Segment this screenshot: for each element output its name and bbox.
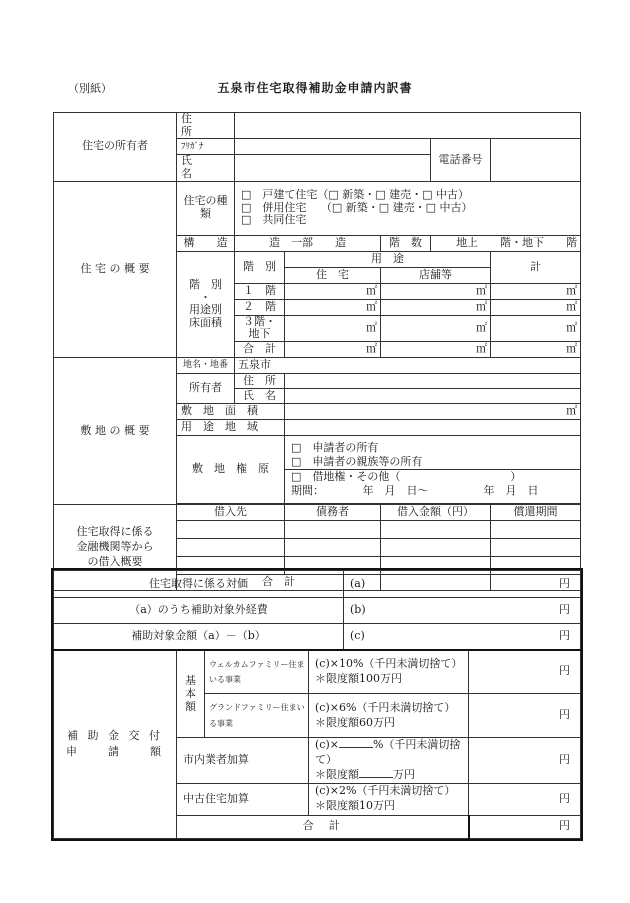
limit-blank[interactable] — [359, 768, 393, 778]
floors-label: 階 数 — [381, 235, 431, 251]
type-option-apartment[interactable]: □ 共同住宅 — [241, 213, 307, 227]
welcome-family-label: ウェルカムファミリー住まいる事業 — [205, 650, 309, 694]
floor-row-label: １ 階 — [235, 283, 285, 299]
lot-label: 地名・地番 — [177, 357, 235, 373]
lease-period[interactable]: 期間： 年 月 日～ 年 月 日 — [291, 483, 539, 497]
welcome-family-formula: (c)×10%（千円未満切捨て） ＊限度額100万円 — [309, 650, 469, 694]
total-col-header: 計 — [491, 251, 581, 283]
grand-family-formula: (c)×6%（千円未満切捨て） ＊限度額60万円 — [309, 694, 469, 738]
area-cell[interactable]: ㎡ — [491, 299, 581, 315]
grand-family-label: グランドファミリー住まいる事業 — [205, 694, 309, 738]
owner-name-field[interactable] — [235, 155, 431, 181]
site-rights-options[interactable] — [285, 435, 581, 503]
site-owner-name-field[interactable] — [285, 388, 581, 403]
local-contractor-label: 市内業者加算 — [177, 738, 309, 784]
address-label: 住 所 — [177, 113, 235, 139]
floor-area-label: 階 別 ・ 用途別 床面積 — [177, 251, 235, 357]
lot-field[interactable]: 五泉市 — [235, 357, 581, 373]
zone-label: 用 途 地 域 — [177, 419, 285, 435]
site-owner-address-field[interactable] — [285, 373, 581, 388]
zone-field[interactable] — [285, 419, 581, 435]
site-rights-label: 敷 地 権 原 — [177, 435, 285, 503]
site-area-field[interactable]: ㎡ — [285, 403, 581, 419]
area-cell[interactable]: ㎡ — [285, 341, 381, 357]
loan-header-lender: 借入先 — [177, 504, 285, 520]
local-contractor-amount[interactable]: 円 — [469, 738, 581, 784]
use-col-header: 用 途 — [285, 251, 491, 267]
site-owner-label: 所有者 — [177, 373, 235, 403]
loan-cell[interactable] — [491, 520, 581, 538]
rate-blank[interactable] — [339, 738, 373, 748]
calc-row-label: 住宅取得に係る対価 — [54, 571, 344, 598]
loan-cell[interactable] — [491, 538, 581, 556]
loan-cell[interactable] — [285, 520, 381, 538]
calc-row-value[interactable]: 円 — [469, 571, 581, 598]
area-cell[interactable]: ㎡ — [285, 283, 381, 299]
loan-cell[interactable] — [177, 520, 285, 538]
area-cell[interactable]: ㎡ — [491, 315, 581, 341]
loan-cell[interactable] — [381, 538, 491, 556]
used-house-amount[interactable]: 円 — [469, 783, 581, 815]
phone-label: 電話番号 — [431, 139, 491, 181]
used-house-formula: (c)×2%（千円未満切捨て） ＊限度額10万円 — [309, 783, 469, 815]
loan-header-term: 償還期間 — [491, 504, 581, 520]
residence-col-header: 住 宅 — [285, 267, 381, 283]
overview-section-label: 住 宅 の 概 要 — [54, 181, 177, 357]
form-title: 五泉市住宅取得補助金申請内訳書 — [217, 81, 413, 95]
application-table — [53, 112, 581, 591]
area-cell[interactable]: ㎡ — [381, 299, 491, 315]
site-owner-address-label: 住 所 — [235, 373, 285, 388]
loan-header-debtor: 債務者 — [285, 504, 381, 520]
area-cell[interactable]: ㎡ — [491, 341, 581, 357]
attachment-label: （別紙） — [68, 82, 112, 95]
area-cell[interactable]: ㎡ — [381, 315, 491, 341]
loan-section-label: 住宅取得に係る 金融機関等から の借入概要 — [54, 504, 177, 590]
rights-option-leasehold[interactable]: □ 借地権・その他（ ） — [285, 469, 580, 484]
area-cell[interactable]: ㎡ — [285, 315, 381, 341]
area-cell[interactable]: ㎡ — [381, 341, 491, 357]
type-option-combined[interactable]: □ 併用住宅 （□ 新築・□ 建売・□ 中古） — [241, 200, 473, 214]
phone-field[interactable] — [491, 139, 581, 181]
calc-row-value[interactable]: 円 — [469, 598, 581, 624]
calc-row-value[interactable]: 円 — [469, 624, 581, 650]
furigana-field[interactable] — [235, 139, 431, 155]
subsidy-table — [53, 570, 581, 839]
loan-cell[interactable] — [285, 538, 381, 556]
grand-family-amount[interactable]: 円 — [469, 694, 581, 738]
rights-option-own[interactable]: □ 申請者の所有 — [291, 441, 379, 455]
loan-total-label: 合 計 — [177, 574, 381, 590]
housing-type-options[interactable] — [235, 181, 581, 235]
type-option-detached[interactable]: □ 戸建て住宅（□ 新築・□ 建売・□ 中古） — [241, 188, 470, 202]
floor-row-label: 合 計 — [235, 341, 285, 357]
welcome-family-amount[interactable]: 円 — [469, 650, 581, 694]
calc-row-label: （a）のうち補助対象外経費 — [54, 598, 344, 624]
furigana-label: ﾌﾘｶﾞﾅ — [177, 139, 235, 155]
housing-type-label: 住宅の種 類 — [177, 181, 235, 235]
floor-row-label: ２ 階 — [235, 299, 285, 315]
local-contractor-formula: (c)× %（千円未満切捨て） ＊限度額 万円 — [309, 738, 469, 784]
calc-row-tag: (a) — [344, 571, 469, 598]
loan-header-amount: 借入金額（円） — [381, 504, 491, 520]
site-owner-name-label: 氏 名 — [235, 388, 285, 403]
owner-address-field[interactable] — [235, 113, 581, 139]
loan-cell[interactable] — [381, 520, 491, 538]
name-label: 氏 名 — [177, 155, 235, 181]
structure-field[interactable]: 造 一部 造 — [235, 235, 381, 251]
floor-col-header: 階 別 — [235, 251, 285, 283]
area-cell[interactable]: ㎡ — [491, 283, 581, 299]
calc-row-label: 補助対象金額（a）－（b） — [54, 624, 344, 650]
subsidy-total-amount[interactable]: 円 — [469, 815, 581, 838]
calc-row-tag: (c) — [344, 624, 469, 650]
subsidy-total-label: 合 計 — [177, 815, 469, 838]
owner-section-label: 住宅の所有者 — [54, 113, 177, 182]
structure-label: 構 造 — [177, 235, 235, 251]
area-cell[interactable]: ㎡ — [381, 283, 491, 299]
floors-field[interactable]: 地上 階・地下 階 — [431, 235, 581, 251]
used-house-label: 中古住宅加算 — [177, 783, 309, 815]
site-area-label: 敷 地 面 積 — [177, 403, 285, 419]
area-cell[interactable]: ㎡ — [285, 299, 381, 315]
rights-option-relative[interactable]: □ 申請者の親族等の所有 — [291, 455, 423, 469]
calc-row-tag: (b) — [344, 598, 469, 624]
subsidy-section-label: 補 助 金 交 付 申 請 額 — [54, 650, 177, 839]
site-section-label: 敷 地 の 概 要 — [54, 357, 177, 504]
base-amount-label: 基 本 額 — [177, 650, 205, 738]
shop-col-header: 店舗等 — [381, 267, 491, 283]
floor-row-label: ３階・地下 — [235, 315, 285, 341]
loan-cell[interactable] — [177, 538, 285, 556]
